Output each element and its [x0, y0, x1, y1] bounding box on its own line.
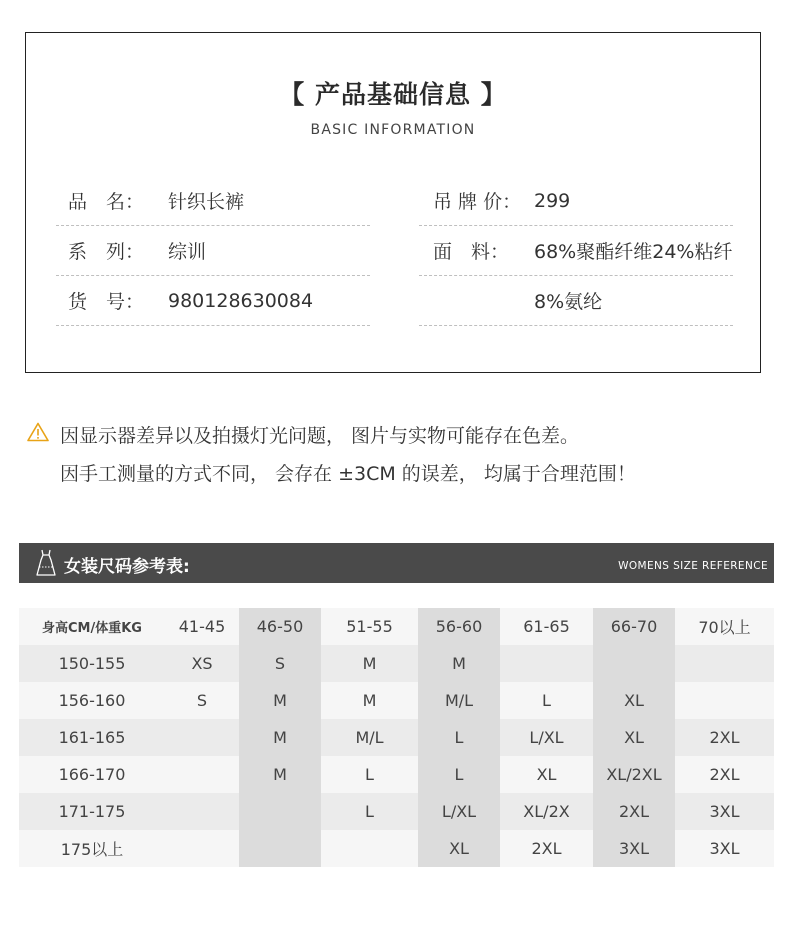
- table-cell: XL: [418, 830, 500, 867]
- table-cell: 166-170: [19, 756, 165, 793]
- info-subtitle: BASIC INFORMATION: [310, 122, 476, 138]
- table-cell: 150-155: [19, 645, 165, 682]
- info-row-fabric-cont: [419, 276, 733, 326]
- table-cell: XL/2X: [500, 793, 593, 830]
- table-cell: XL: [593, 719, 675, 756]
- table-row: [19, 793, 774, 830]
- table-header-cell: 46-50: [239, 608, 321, 645]
- table-cell: [593, 645, 675, 682]
- table-cell: M/L: [321, 719, 418, 756]
- table-cell: M: [418, 645, 500, 682]
- table-row: [19, 719, 774, 756]
- table-cell: [165, 793, 239, 830]
- size-chart-subtitle: WOMENS SIZE REFERENCE: [618, 560, 768, 572]
- table-cell: 2XL: [675, 719, 774, 756]
- notice-line-2: 因手工测量的方式不同， 会存在 ±3CM 的误差， 均属于合理范围！: [60, 463, 636, 485]
- table-row: [19, 682, 774, 719]
- info-title: 【 产品基础信息 】: [279, 80, 507, 109]
- table-cell: [165, 756, 239, 793]
- table-cell: [165, 719, 239, 756]
- table-cell: L: [418, 719, 500, 756]
- table-header-cell: 41-45: [165, 608, 239, 645]
- info-label: 吊 牌 价：: [433, 191, 522, 213]
- table-cell: L: [321, 756, 418, 793]
- table-cell: M/L: [418, 682, 500, 719]
- table-cell: M: [321, 645, 418, 682]
- table-cell: 3XL: [675, 830, 774, 867]
- table-header-cell: 61-65: [500, 608, 593, 645]
- table-cell: [500, 645, 593, 682]
- table-cell: [675, 645, 774, 682]
- table-cell: M: [239, 719, 321, 756]
- table-row: [19, 756, 774, 793]
- table-cell: L: [500, 682, 593, 719]
- table-cell: 3XL: [593, 830, 675, 867]
- table-cell: M: [239, 756, 321, 793]
- info-label: 系 列：: [68, 241, 145, 263]
- warning-triangle-icon: [27, 422, 49, 442]
- table-cell: [239, 793, 321, 830]
- table-cell: 3XL: [675, 793, 774, 830]
- notice-line-1: 因显示器差异以及拍摄灯光问题， 图片与实物可能存在色差。: [60, 425, 580, 447]
- info-label: 面 料：: [433, 241, 510, 263]
- table-cell: M: [239, 682, 321, 719]
- info-row-sku: [56, 276, 370, 326]
- table-cell: M: [321, 682, 418, 719]
- info-label: 货 号：: [68, 291, 145, 313]
- size-table: [19, 608, 774, 867]
- info-value: 980128630084: [168, 289, 314, 312]
- table-header-cell: 51-55: [321, 608, 418, 645]
- table-row: [19, 645, 774, 682]
- info-label: 品 名：: [68, 191, 145, 213]
- info-value: 针织长裤: [168, 191, 245, 213]
- table-cell: 2XL: [675, 756, 774, 793]
- info-row-fabric: [419, 226, 733, 276]
- table-cell: L: [418, 756, 500, 793]
- product-info-box: [25, 32, 761, 373]
- table-cell: XL: [593, 682, 675, 719]
- info-row-series: [56, 226, 370, 276]
- table-header-cell: 身高CM/体重KG: [19, 608, 165, 645]
- table-cell: L/XL: [500, 719, 593, 756]
- table-cell: [321, 830, 418, 867]
- table-header-cell: 56-60: [418, 608, 500, 645]
- table-cell: 175以上: [19, 830, 165, 867]
- size-chart-header: [19, 543, 774, 583]
- table-header-cell: 66-70: [593, 608, 675, 645]
- table-cell: L: [321, 793, 418, 830]
- table-cell: XL: [500, 756, 593, 793]
- table-cell: 156-160: [19, 682, 165, 719]
- info-value: 68%聚酯纤维24%粘纤: [534, 241, 733, 263]
- info-row-price: [419, 176, 733, 226]
- table-header-cell: 70以上: [675, 608, 774, 645]
- table-cell: XL/2XL: [593, 756, 675, 793]
- table-header-row: [19, 608, 774, 645]
- info-value: 299: [534, 189, 571, 212]
- table-cell: 161-165: [19, 719, 165, 756]
- table-cell: [239, 830, 321, 867]
- table-cell: 2XL: [593, 793, 675, 830]
- table-cell: S: [165, 682, 239, 719]
- table-row: [19, 830, 774, 867]
- info-value: 8%氨纶: [534, 291, 603, 313]
- info-value: 综训: [168, 241, 207, 263]
- table-cell: L/XL: [418, 793, 500, 830]
- table-cell: [165, 830, 239, 867]
- table-cell: 171-175: [19, 793, 165, 830]
- dress-icon: [35, 549, 57, 577]
- table-cell: [675, 682, 774, 719]
- table-cell: S: [239, 645, 321, 682]
- size-chart-title: 女装尺码参考表:: [64, 557, 190, 577]
- table-cell: 2XL: [500, 830, 593, 867]
- info-row-name: [56, 176, 370, 226]
- table-cell: XS: [165, 645, 239, 682]
